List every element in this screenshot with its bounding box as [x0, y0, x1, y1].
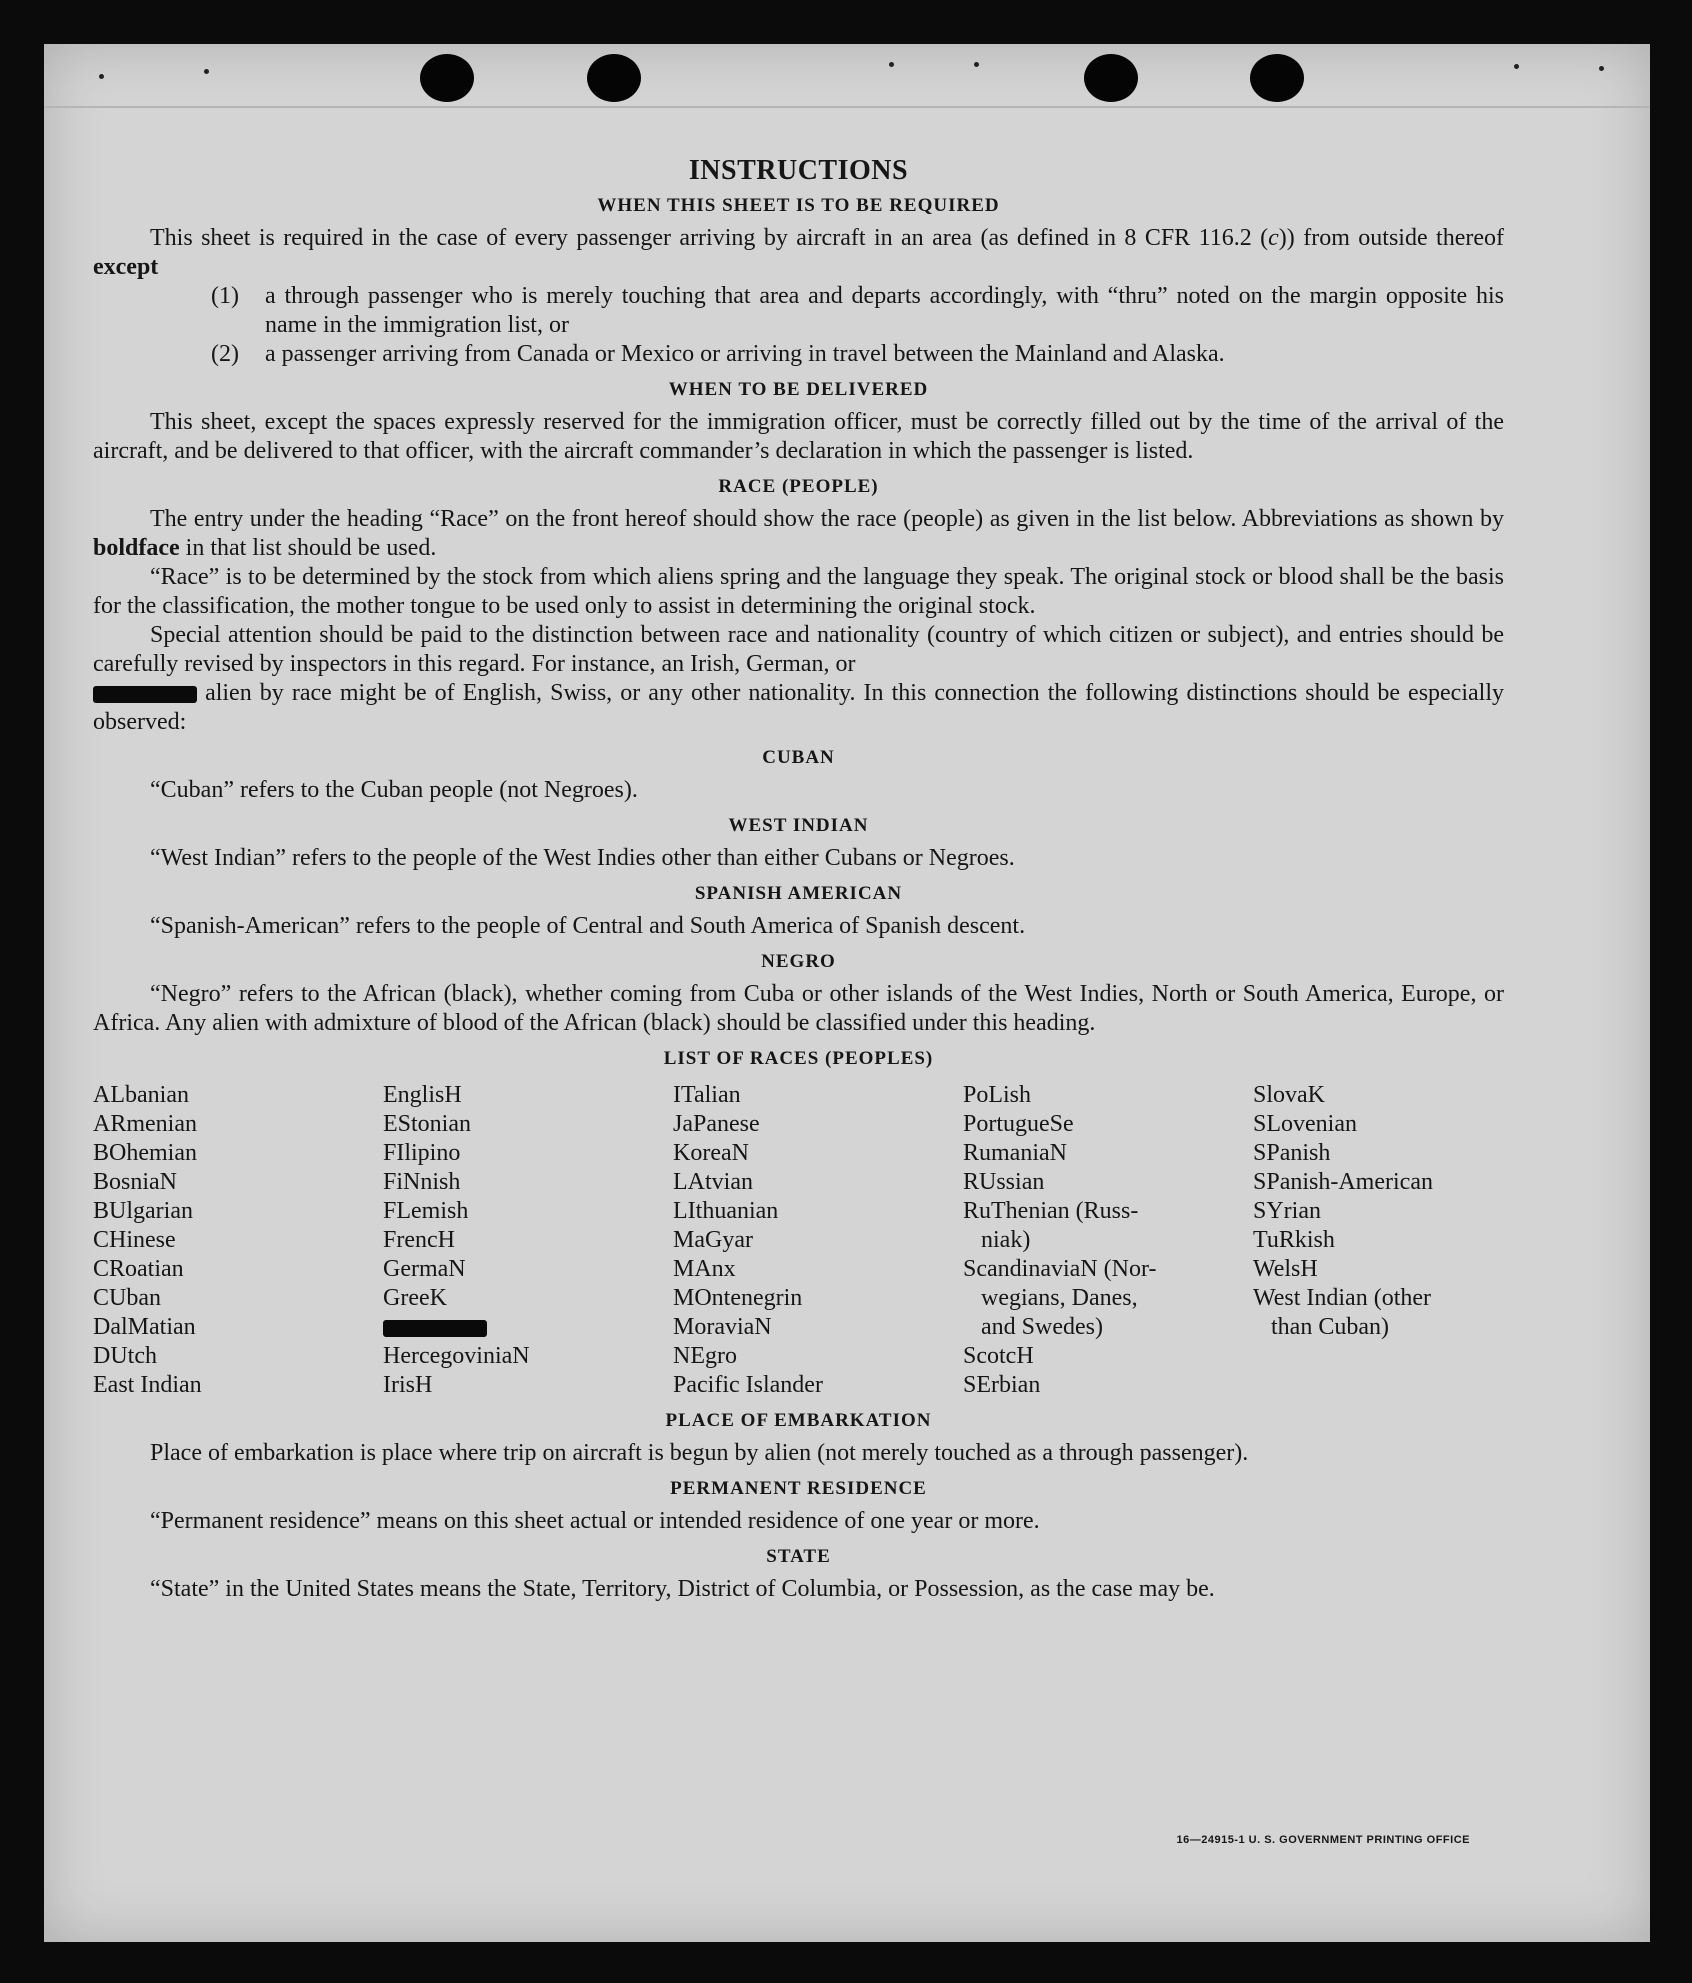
race-entry: EStonian: [383, 1111, 471, 1137]
punch-hole: [420, 54, 474, 102]
race-entry: EnglisH: [383, 1082, 462, 1108]
heading-state: STATE: [766, 1546, 831, 1567]
paragraph-spanish-american: “Spanish-American” refers to the people of Central and South America of Spanish descent.: [150, 913, 1026, 939]
race-entry: ScandinaviaN (Nor-: [963, 1256, 1157, 1282]
race-entry: ALbanian: [93, 1082, 189, 1108]
item-number: (2): [211, 341, 239, 367]
race-entry: IrisH: [383, 1372, 433, 1398]
sheet-edge-line: [44, 106, 1650, 108]
race-column-1: [93, 1081, 383, 1400]
paragraph-italic: c: [1268, 225, 1279, 251]
paragraph-negro: “Negro” refers to the African (black), whether coming from Cuba or other islands of the West Indies, North or South America, Europe, or Africa. Any alien with admixture of blood of the African (black) should be classified under this heading.: [93, 981, 1504, 1036]
race-entry: MoraviaN: [673, 1314, 772, 1340]
race-entry: FrencH: [383, 1227, 455, 1253]
race-entry: East Indian: [93, 1372, 202, 1398]
heading-cuban: CUBAN: [762, 747, 835, 768]
race-entry: ITalian: [673, 1082, 741, 1108]
race-entry: FLemish: [383, 1198, 469, 1224]
race-entry-redacted: [383, 1313, 673, 1342]
race-entry: RUssian: [963, 1169, 1045, 1195]
race-entry: GermaN: [383, 1256, 466, 1282]
race-entry: LIthuanian: [673, 1198, 779, 1224]
paragraph-text: This sheet is required in the case of every passenger arriving by aircraft in an area (as defined in 8 CFR 116.2 (: [150, 225, 1269, 251]
paragraph-west-indian: “West Indian” refers to the people of the West Indies other than either Cubans or Negroes.: [150, 845, 1015, 871]
printing-office-code: 16—24915-1 U. S. GOVERNMENT PRINTING OFFICE: [1176, 1834, 1470, 1846]
paragraph-race-2: “Race” is to be determined by the stock from which aliens spring and the language they speak. The original stock or blood shall be the basis for the classification, the mother tongue to be used only to assist in determining the original stock.: [93, 564, 1504, 619]
speck: [974, 62, 979, 67]
race-entry: SErbian: [963, 1372, 1041, 1398]
race-entry: BUlgarian: [93, 1198, 193, 1224]
page-title: INSTRUCTIONS: [688, 155, 909, 186]
race-column-2: [383, 1081, 673, 1400]
paragraph-race-3: [93, 621, 1504, 737]
race-entry: BosniaN: [93, 1169, 177, 1195]
race-entry-continued: and Swedes): [981, 1314, 1103, 1340]
race-entry: CUban: [93, 1285, 161, 1311]
punch-hole: [587, 54, 641, 102]
punch-hole: [1084, 54, 1138, 102]
instructions-body: [93, 156, 1504, 1604]
race-entry: PoLish: [963, 1082, 1032, 1108]
race-column-5: [1253, 1081, 1543, 1400]
paragraph-text: in that list should be used.: [179, 535, 437, 561]
paragraph-text: alien by race might be of English, Swiss, or any other nationality. In this connection the following distinctions should be especially observed:: [93, 680, 1504, 735]
race-entry: RumaniaN: [963, 1140, 1067, 1166]
race-entry: FiNnish: [383, 1169, 461, 1195]
race-entry: KoreaN: [673, 1140, 749, 1166]
redaction-mark: [93, 686, 197, 703]
heading-when-delivered: WHEN TO BE DELIVERED: [668, 379, 929, 400]
heading-negro: NEGRO: [761, 951, 836, 972]
list-item: [211, 340, 1504, 369]
race-entry: GreeK: [383, 1285, 447, 1311]
race-entry: MaGyar: [673, 1227, 753, 1253]
race-entry: West Indian (other: [1253, 1285, 1432, 1311]
race-entry: ScotcH: [963, 1343, 1034, 1369]
item-number: (1): [211, 283, 239, 309]
list-item: [211, 282, 1504, 340]
race-entry: SPanish-American: [1253, 1169, 1433, 1195]
speck: [889, 62, 894, 67]
race-entry: WelsH: [1253, 1256, 1318, 1282]
race-entry: JaPanese: [673, 1111, 760, 1137]
heading-permanent-residence: PERMANENT RESIDENCE: [670, 1478, 927, 1499]
speck: [204, 69, 209, 74]
race-entry: MOntenegrin: [673, 1285, 803, 1311]
speck: [1514, 64, 1519, 69]
paragraph-race-1: [93, 505, 1504, 563]
race-list: [93, 1081, 1504, 1400]
race-entry: HercegoviniaN: [383, 1343, 530, 1369]
item-text: a passenger arriving from Canada or Mexico or arriving in travel between the Mainland and Alaska.: [265, 341, 1225, 367]
race-column-4: [963, 1081, 1253, 1400]
paragraph-text: )) from outside thereof: [1278, 225, 1504, 251]
paragraph-cuban: “Cuban” refers to the Cuban people (not Negroes).: [150, 777, 638, 803]
race-column-3: [673, 1081, 963, 1400]
race-entry-continued: niak): [981, 1227, 1031, 1253]
race-entry-continued: wegians, Danes,: [981, 1285, 1138, 1311]
race-entry: Pacific Islander: [673, 1372, 823, 1398]
race-entry: MAnx: [673, 1256, 736, 1282]
speck: [1599, 66, 1604, 71]
paragraph-text: Special attention should be paid to the distinction between race and nationality (country of which citizen or subject), and entries should be carefully revised by inspectors in this regard. For instance, an Irish, German, or: [93, 622, 1504, 677]
heading-race: RACE (PEOPLE): [718, 476, 879, 497]
race-entry: PortugueSe: [963, 1111, 1074, 1137]
speck: [99, 74, 104, 79]
race-entry: CHinese: [93, 1227, 176, 1253]
race-entry: SLovenian: [1253, 1111, 1357, 1137]
race-entry: SPanish: [1253, 1140, 1331, 1166]
item-text: a through passenger who is merely touching that area and departs accordingly, with “thru” noted on the margin opposite his name in the immigration list, or: [265, 283, 1504, 338]
race-entry: TuRkish: [1253, 1227, 1335, 1253]
race-entry: CRoatian: [93, 1256, 184, 1282]
redaction-mark: [383, 1320, 487, 1337]
heading-list-of-races: LIST OF RACES (PEOPLES): [663, 1048, 934, 1069]
paragraph-state: “State” in the United States means the State, Territory, District of Columbia, or Possession, as the case may be.: [150, 1576, 1215, 1602]
paragraph-bold: boldface: [93, 535, 180, 561]
paragraph-required: [93, 224, 1504, 282]
race-entry: LAtvian: [673, 1169, 753, 1195]
race-entry: SlovaK: [1253, 1082, 1325, 1108]
punch-hole: [1250, 54, 1304, 102]
paragraph-bold: except: [93, 254, 159, 280]
race-entry: FIlipino: [383, 1140, 461, 1166]
race-entry: DUtch: [93, 1343, 157, 1369]
document-sheet: [44, 44, 1650, 1942]
race-entry: SYrian: [1253, 1198, 1321, 1224]
heading-spanish-american: SPANISH AMERICAN: [694, 883, 903, 904]
race-entry: ARmenian: [93, 1111, 197, 1137]
race-entry: DalMatian: [93, 1314, 196, 1340]
heading-embarkation: PLACE OF EMBARKATION: [665, 1410, 932, 1431]
paragraph-text: The entry under the heading “Race” on the front hereof should show the race (people) as given in the list below. Abbreviations as shown by: [150, 506, 1504, 532]
race-entry-continued: than Cuban): [1271, 1314, 1389, 1340]
paragraph-permanent-residence: “Permanent residence” means on this sheet actual or intended residence of one year or more.: [150, 1508, 1040, 1534]
race-entry: BOhemian: [93, 1140, 197, 1166]
race-entry: RuThenian (Russ-: [963, 1198, 1139, 1224]
heading-when-required: WHEN THIS SHEET IS TO BE REQUIRED: [597, 195, 1000, 216]
paragraph-delivered: This sheet, except the spaces expressly reserved for the immigration officer, must be correctly filled out by the time of the arrival of the aircraft, and be delivered to that officer, with the aircraft commander’s declaration in which the passenger is listed.: [93, 409, 1504, 464]
heading-west-indian: WEST INDIAN: [728, 815, 869, 836]
race-entry: NEgro: [673, 1343, 737, 1369]
paragraph-embarkation: Place of embarkation is place where trip on aircraft is begun by alien (not merely touched as a through passenger).: [150, 1440, 1249, 1466]
